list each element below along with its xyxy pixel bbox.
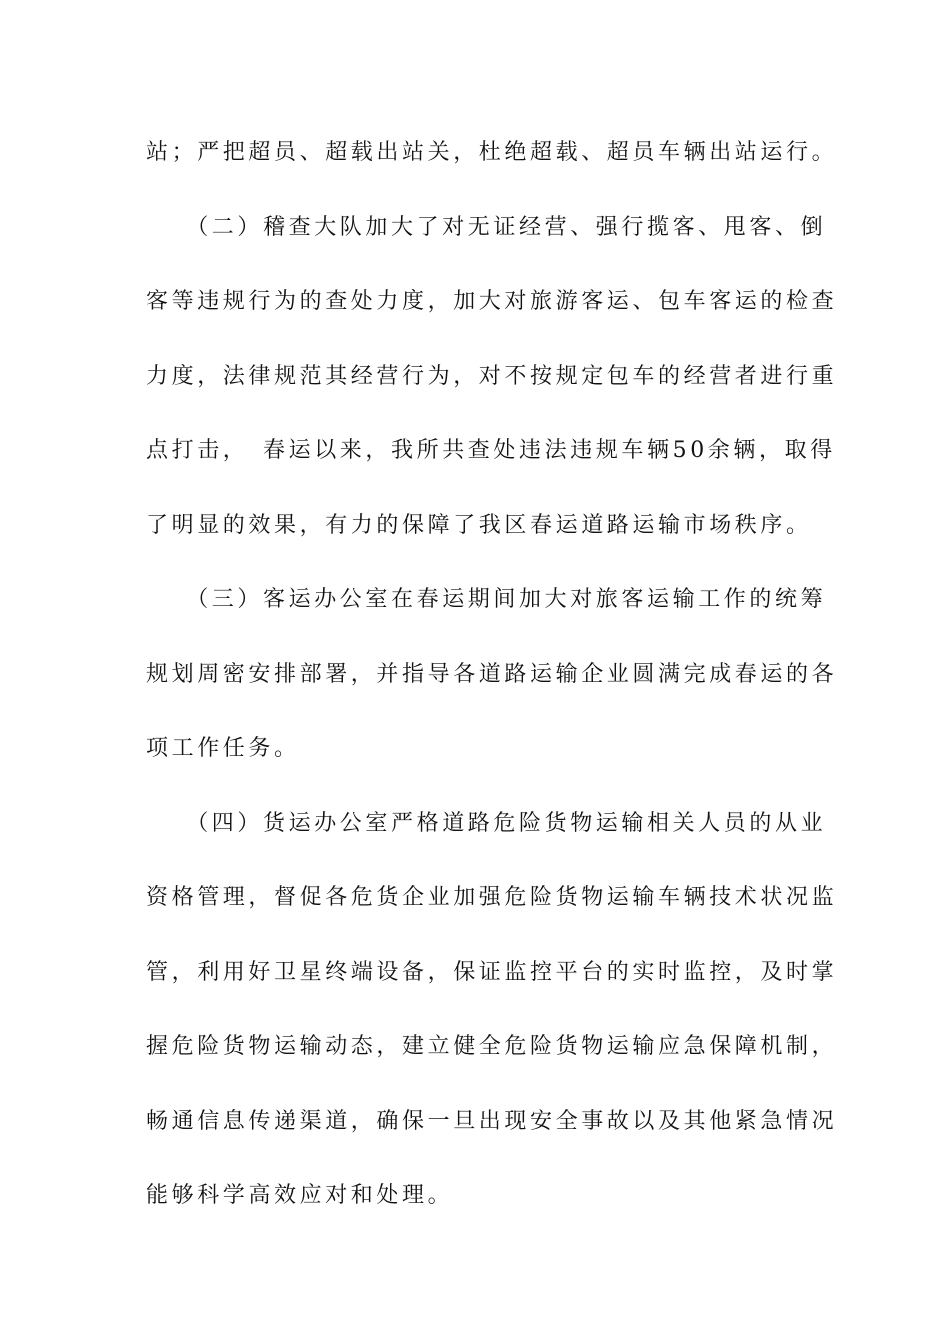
text-line: 能够科学高效应对和处理。: [146, 1183, 454, 1208]
text-line: 力度，法律规范其经营行为，对不按规定包车的经营者进行重: [146, 363, 838, 389]
text-line: （三）客运办公室在春运期间加大对旅客运输工作的统筹: [146, 587, 827, 612]
text-line: 畅通信息传递渠道，确保一旦出现安全事故以及其他紧急情况: [146, 1108, 838, 1134]
text-line: 客等违规行为的查处力度，加大对旅游客运、包车客运的检查: [146, 289, 838, 314]
text-line: （二）稽查大队加大了对无证经营、强行揽客、甩客、倒: [146, 214, 827, 240]
text-line: 站；严把超员、超载出站关，杜绝超载、超员车辆出站运行。: [146, 140, 838, 165]
text-line: 项工作任务。: [146, 736, 300, 761]
text-line: 管，利用好卫星终端设备，保证监控平台的实时监控，及时掌: [146, 959, 838, 985]
text-line: 点打击， 春运以来，我所共查处违法违规车辆50余辆，取得: [146, 438, 836, 463]
text-line: 规划周密安排部署，并指导各道路运输企业圆满完成春运的各: [146, 661, 838, 687]
text-line: 资格管理，督促各危货企业加强危险货物运输车辆技术状况监: [146, 885, 838, 910]
text-line: （四）货运办公室严格道路危险货物运输相关人员的从业: [146, 810, 827, 836]
body-text: [146, 127, 838, 1245]
text-line: 握危险货物运输动态，建立健全危险货物运输应急保障机制，: [146, 1034, 838, 1059]
text-line: 了明显的效果，有力的保障了我区春运道路运输市场秩序。: [146, 512, 812, 538]
